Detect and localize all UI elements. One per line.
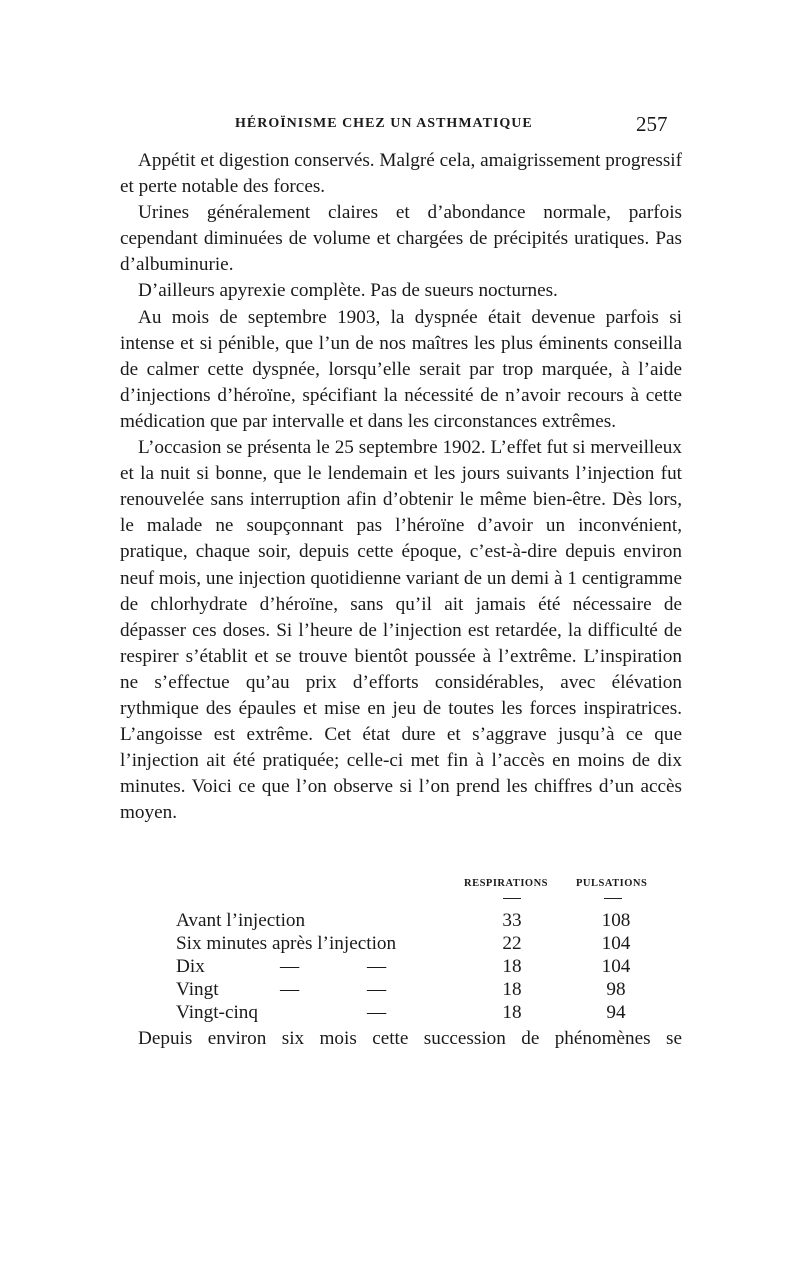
column-rule (503, 898, 521, 899)
table-row (120, 1002, 682, 1025)
paragraph: Urines généralement claires et d’abondance normale, parfois cependant diminuées de volume et chargées de précipités uratiques. Pas d’albuminurie. (120, 202, 682, 276)
body-text (120, 148, 682, 826)
column-header-pulsations: PULSATIONS (576, 878, 648, 889)
table-row (120, 933, 682, 956)
ditto-mark: — (367, 956, 387, 977)
row-label: Vingt-cinq (176, 1002, 258, 1023)
pulsations-value: 94 (606, 1002, 626, 1023)
paragraph: D’ailleurs apyrexie complète. Pas de sueurs nocturnes. (138, 280, 558, 302)
ditto-mark: — (367, 1002, 387, 1023)
pulsations-value: 98 (606, 979, 626, 1000)
column-rule (604, 898, 622, 899)
table-row (120, 956, 682, 979)
paragraph: Appétit et digestion conservés. Malgré cela, amaigrissement progressif et perte notable des forces. (120, 150, 683, 198)
respirations-value: 33 (502, 910, 522, 931)
ditto-mark: — (280, 956, 300, 977)
pulsations-value: 108 (601, 910, 631, 931)
row-label: Dix (176, 956, 205, 977)
respirations-value: 18 (502, 1002, 522, 1023)
row-label: Avant l’injection (176, 910, 306, 931)
respirations-value: 18 (502, 979, 522, 1000)
ditto-mark: — (280, 979, 300, 1000)
pulsations-value: 104 (601, 956, 631, 977)
table-row (120, 979, 682, 1002)
respirations-value: 18 (502, 956, 522, 977)
pulsations-value: 104 (601, 933, 631, 954)
running-title: HÉROÏNISME CHEZ UN ASTHMATIQUE (235, 116, 533, 131)
table-row (120, 910, 682, 933)
paragraph: L’occasion se présenta le 25 septembre 1902. L’effet fut si merveilleux et la nuit si bonne, que le lendemain et les jours suivants l’injection fut renouvelée sans interruption afin d’obtenir le même bien-être. Dès lors, le malade ne soupçonnant pas l’héroïne d’avoir un inconvénient, pratique, chaque soir, depuis cette époque, c’est-à-dire depuis environ neuf mois, une injection quotidienne variant de un demi à 1 centigramme de chlorhydrate d’héroïne, sans qu’il ait jamais été nécessaire de dépasser ces doses. Si l’heure de l’injection est retardée, la difficulté de respirer s’établit et se trouve bientôt poussée à l’extrême. L’inspiration ne s’effectue qu’au prix d’efforts considérables, avec élévation rythmique des épaules et mise en jeu de toutes les forces inspiratrices. L’angoisse est extrême. Cet état dure et s’aggrave jusqu’à ce que l’injection ait été pratiquée; celle-ci met fin à l’accès en moins de dix minutes. Voici ce que l’on observe si l’on prend les chiffres d’un accès moyen. (120, 437, 682, 824)
ditto-mark: — (367, 979, 387, 1000)
row-label: Vingt (176, 979, 219, 1000)
page-header (0, 112, 800, 138)
column-header-respirations: RESPIRATIONS (464, 878, 548, 889)
respirations-value: 22 (502, 933, 522, 954)
paragraph: Au mois de septembre 1903, la dyspnée était devenue parfois si intense et si pénible, que l’un de nos maîtres les plus éminents conseilla de calmer cette dyspnée, lorsqu’elle serait par trop marquée, à l’aide d’injections d’héroïne, spécifiant la nécessité de n’avoir recours à cette médication que par intervalle et dans les circonstances extrêmes. (120, 306, 682, 432)
page-number: 257 (636, 112, 668, 136)
continuation-line: Depuis environ six mois cette succession de phénomènes se (138, 1028, 682, 1049)
row-label: Six minutes après l’injection (176, 933, 397, 954)
